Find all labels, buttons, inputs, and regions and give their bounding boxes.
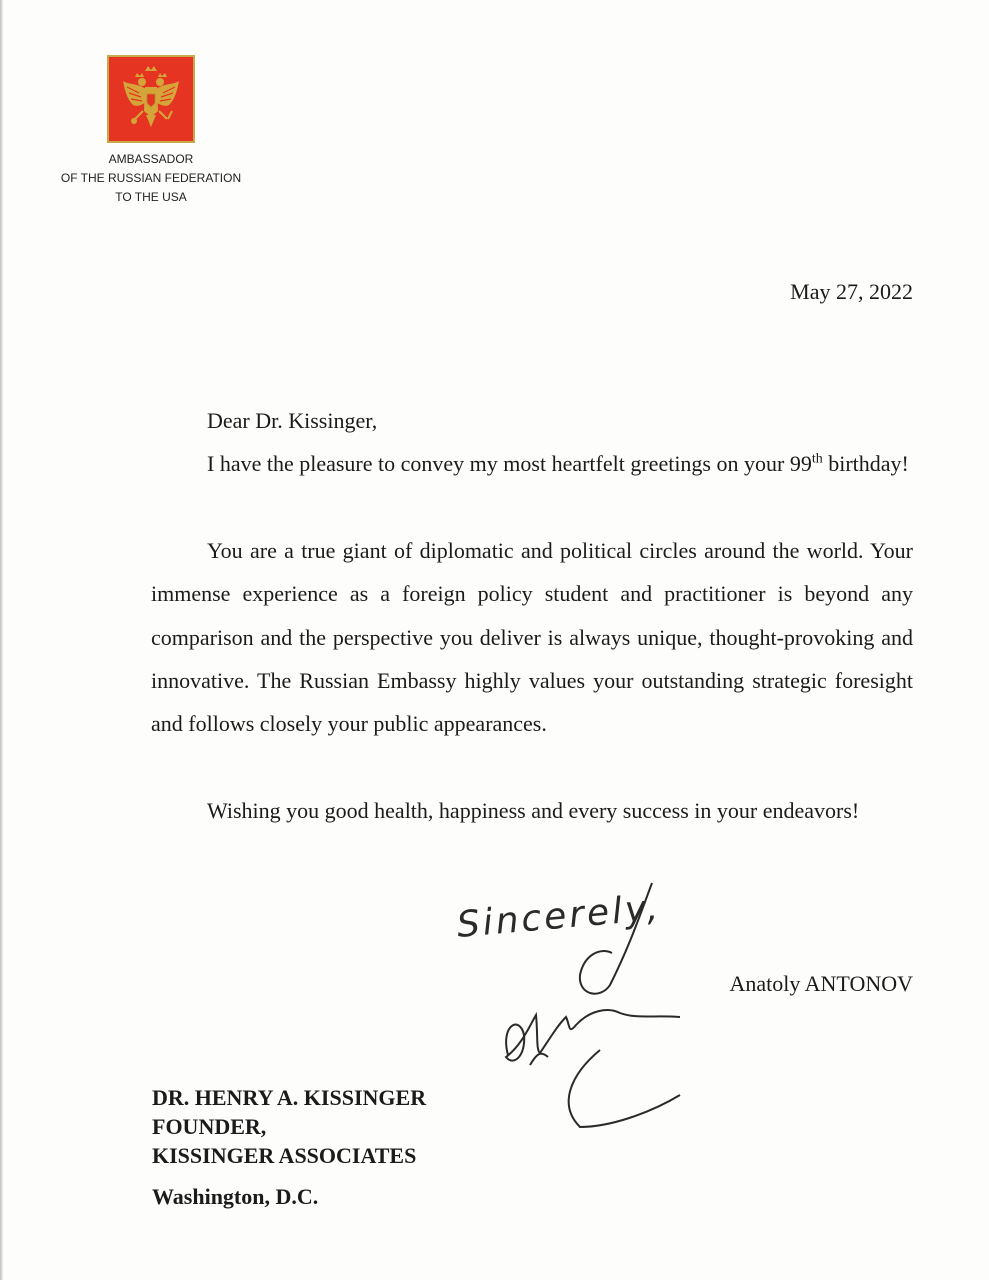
ordinal-suffix: th [811, 451, 823, 467]
recipient-name: DR. HENRY A. KISSINGER [152, 1085, 427, 1110]
paragraph-text: I have the pleasure to convey my most heartfelt greetings on your 99 [207, 451, 812, 476]
letterhead-line: OF THE RUSSIAN FEDERATION [60, 171, 242, 185]
salutation: Dear Dr. Kissinger, [207, 408, 378, 433]
sincerely-handwritten: Sincerely, [455, 887, 663, 946]
recipient-city: Washington, D.C. [152, 1184, 319, 1209]
recipient-block [152, 1083, 426, 1211]
paragraph-praise: You are a true giant of diplomatic and political circles around the world. Your immense experience as a foreign policy student and practitioner is beyond any comparison and the perspective you deliver is always unique, thought-provoking and innovative. The Russian Embassy highly values your outstanding strategic foresight and follows closely your public appearances. [151, 538, 913, 737]
letter-date: May 27, 2022 [790, 279, 913, 304]
letterhead-line: TO THE USA [115, 190, 187, 204]
recipient-organization: KISSINGER ASSOCIATES [152, 1143, 417, 1168]
signer-name: Anatoly ANTONOV [729, 971, 913, 996]
letterhead [40, 150, 262, 207]
scan-edge [0, 0, 3, 1280]
recipient-title: FOUNDER, [152, 1114, 267, 1139]
paragraph-wishes: Wishing you good health, happiness and every success in your endeavors! [207, 798, 860, 823]
coat-of-arms-icon [107, 55, 195, 143]
letterhead-line: AMBASSADOR [108, 152, 194, 166]
paragraph-greeting [151, 442, 913, 485]
handwritten-signature [440, 875, 710, 1140]
paragraph-text: birthday! [822, 451, 909, 476]
